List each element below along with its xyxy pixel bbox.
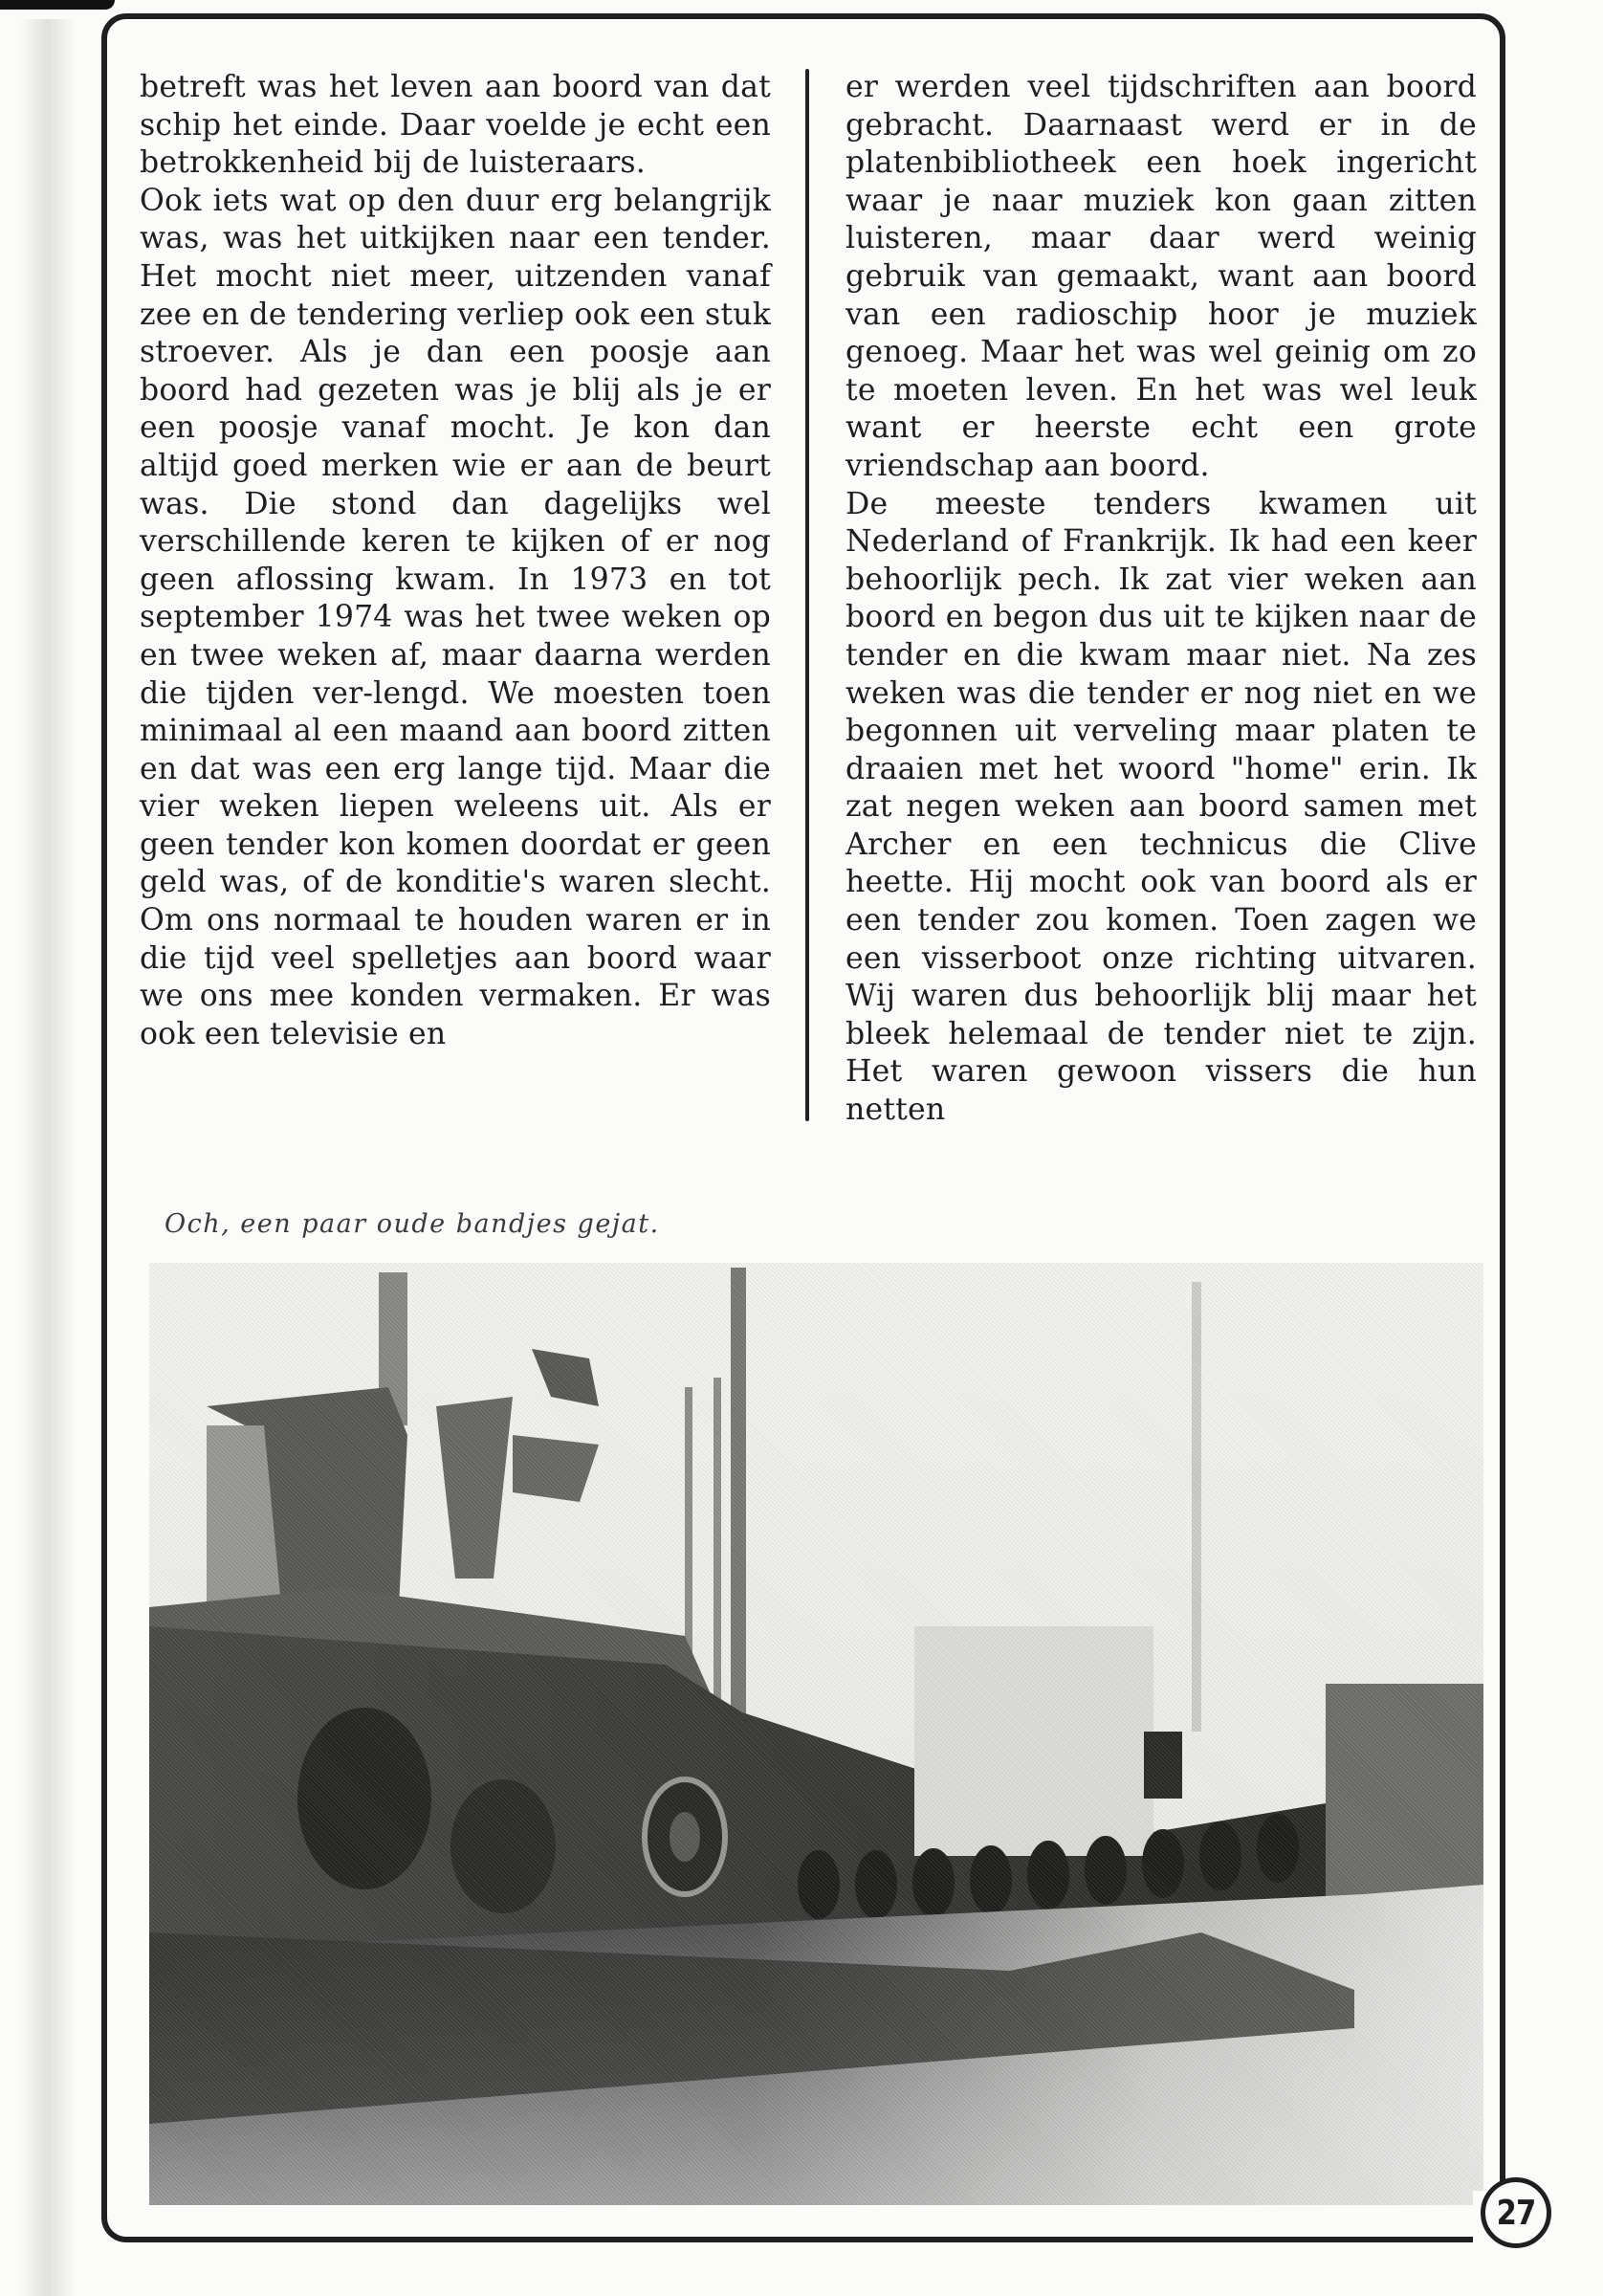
ship-illustration bbox=[149, 1263, 1483, 2205]
tyre-fender bbox=[450, 1779, 556, 1913]
page-spine-shadow bbox=[19, 19, 77, 2296]
paragraph: Ook iets wat op den duur erg belangrijk was, was het uitkijken naar een tender. Het mocht niet meer, uitzenden vanaf zee en de tendering verliep ook een stuk stroever. Als je dan een poosje aan boord had gezeten was je blij als je er een poosje vanaf mocht. Je kon dan altijd goed merken wie er aan de beurt was. Die stond dan dagelijks wel verschillende keren te kijken of er nog geen aflossing kwam. In 1973 en tot september 1974 was het twee weken op en twee weken af, maar daarna werden die tijden ver-lengd. We moesten toen minimaal al een maand aan boord zitten en dat was een erg lange tijd. Maar die vier weken liepen weleens uit. Als er geen tender kon komen doordat er geen geld was, of de konditie's waren slecht. Om ons normaal te houden waren er in die tijd veel spelletjes aan boord waar we ons mee konden vermaken. Er was ook een televisie en bbox=[140, 183, 771, 1051]
mast bbox=[1192, 1282, 1201, 1732]
article-column-right bbox=[845, 69, 1477, 1130]
scan-edge-artifact bbox=[0, 0, 115, 10]
photo-caption: Och, een paar oude bandjes gejat. bbox=[165, 1209, 660, 1239]
ship-photo bbox=[149, 1263, 1483, 2205]
column-divider bbox=[805, 69, 809, 1121]
article-column-left bbox=[140, 69, 771, 1053]
paragraph: De meeste tenders kwamen uit Nederland of Frankrijk. Ik had een keer behoorlijk pech. Ik zat vier weken aan boord en begon dus uit te kijken naar de tender en die kwam maar niet. Na zes weken was die tender er nog niet en we begonnen uit verveling maar platen te draaien met het woord "home" erin. Ik zat negen weken aan boord samen met Archer en een technicus die Clive heette. Hij mocht ook van boord als er een tender zou komen. Toen zagen we een visserboot onze richting uitvaren. Wij waren dus behoorlijk blij maar het bleek helemaal de tender niet te zijn. Het waren gewoon vissers die hun netten bbox=[845, 486, 1477, 1128]
tyre-fender bbox=[297, 1708, 431, 1889]
paragraph: betreft was het leven aan boord van dat schip het einde. Daar voelde je echt een betrokkenheid bij de luisteraars. bbox=[140, 70, 771, 181]
background-building bbox=[914, 1626, 1153, 1856]
page-number-badge bbox=[1481, 2177, 1551, 2248]
page-number: 27 bbox=[1496, 2193, 1536, 2233]
paragraph: er werden veel tijdschriften aan boord gebracht. Daarnaast werd er in de platenbibliotheek een hoek ingericht waar je naar muziek kon gaan zitten luisteren, maar daar werd weinig gebruik van gemaakt, want aan boord van een radioschip hoor je muziek genoeg. Maar het was wel geinig om zo te moeten leven. En het was wel leuk want er heerste echt een grote vriendschap aan boord. bbox=[845, 70, 1477, 483]
